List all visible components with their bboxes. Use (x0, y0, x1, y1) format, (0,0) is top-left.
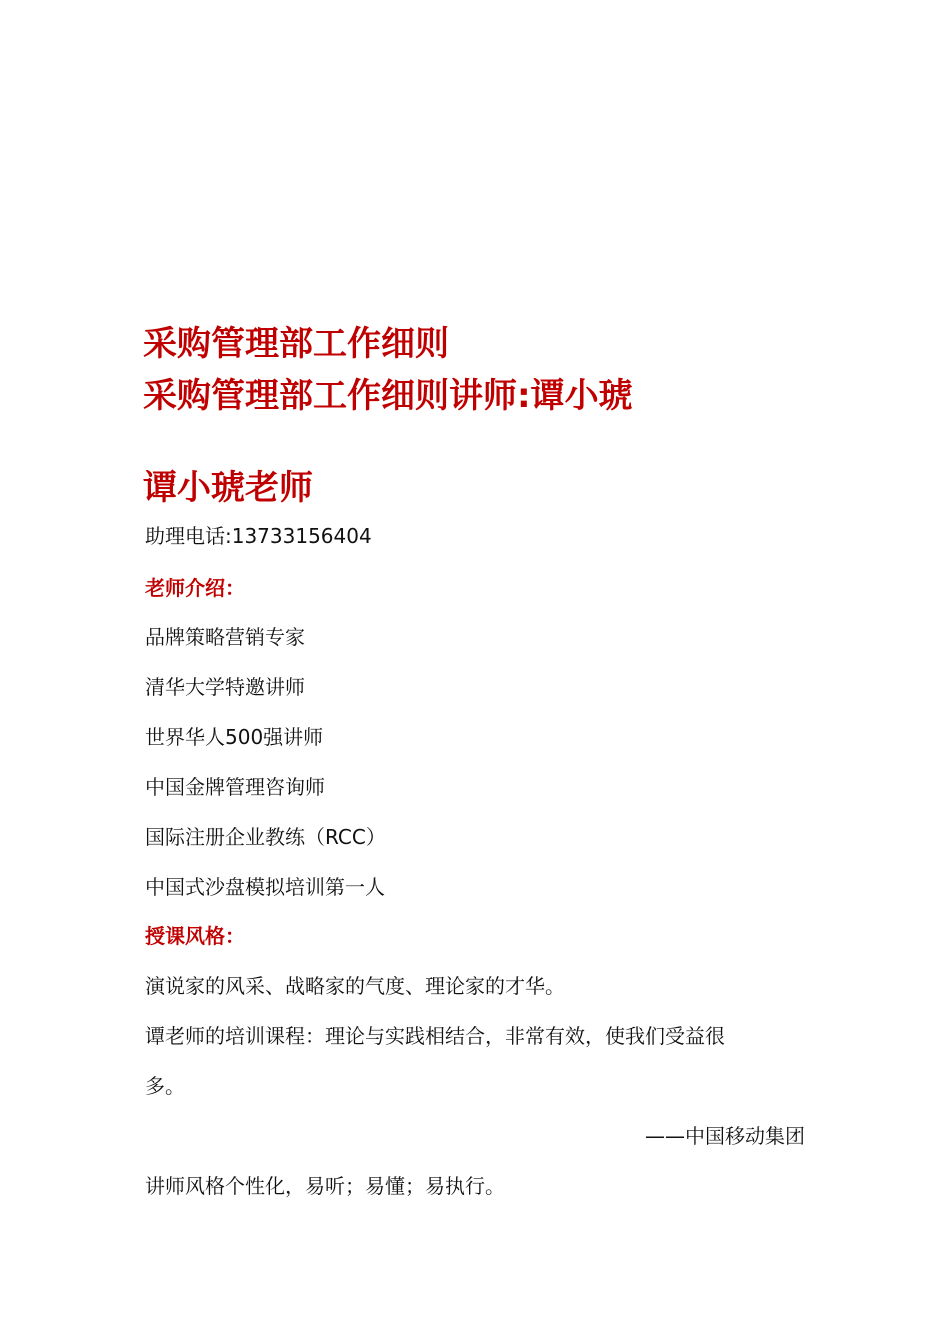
review-source: ——中国移动集团 (645, 1124, 805, 1148)
style-summary: 讲师风格个性化，易听；易懂；易执行。 (145, 1174, 505, 1198)
document-subtitle: 采购管理部工作细则讲师:谭小琥 (143, 376, 633, 416)
teacher-name-heading: 谭小琥老师 (143, 468, 313, 508)
intro-item-2: 清华大学特邀讲师 (145, 675, 305, 699)
title-block (143, 318, 843, 422)
intro-item-4: 中国金牌管理咨询师 (145, 775, 325, 799)
style-section-label: 授课风格： (145, 924, 245, 948)
intro-item-1: 品牌策略营销专家 (145, 625, 305, 649)
intro-item-6: 中国式沙盘模拟培训第一人 (145, 875, 385, 899)
style-description: 演说家的风采、战略家的气度、理论家的才华。 (145, 974, 565, 998)
assistant-phone: 助理电话:13733156404 (145, 524, 372, 548)
intro-item-3: 世界华人500强讲师 (145, 725, 324, 749)
review-text-line-2: 多。 (145, 1074, 185, 1098)
intro-section-label: 老师介绍： (145, 576, 245, 600)
review-text-line-1: 谭老师的培训课程：理论与实践相结合，非常有效，使我们受益很 (145, 1024, 725, 1048)
document-title: 采购管理部工作细则 (143, 324, 449, 364)
intro-item-5: 国际注册企业教练（RCC） (145, 825, 386, 849)
